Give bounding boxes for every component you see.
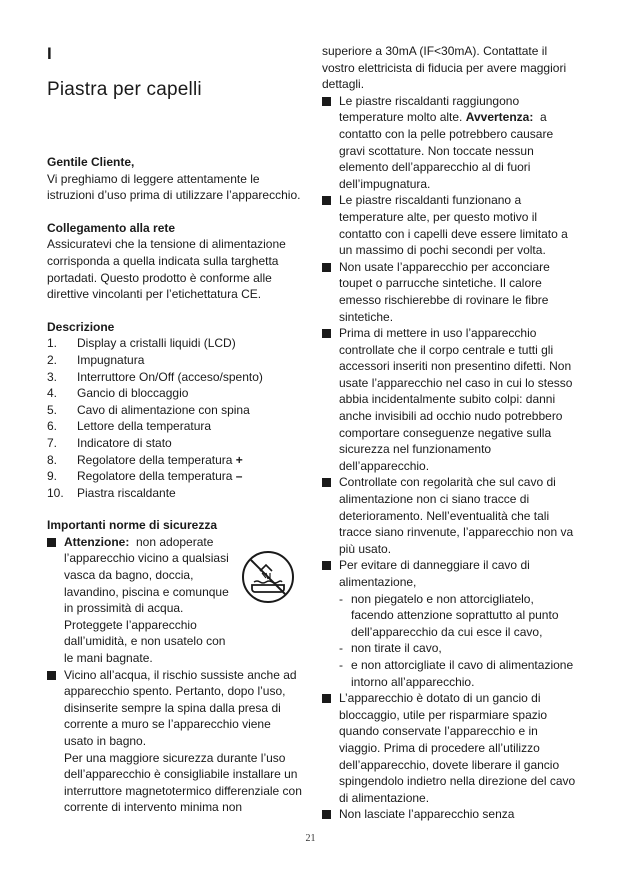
warning-label: Avvertenza: [465, 110, 534, 125]
description-item: 5. Cavo di alimentazione con spina [47, 402, 250, 417]
description-item: 10. Piastra riscaldante [47, 485, 176, 500]
no-bath-warning-icon [240, 549, 296, 605]
safety-rule: Per evitare di danneggiare il cavo di alimentazione, - non piegatelo e non attorcigliatelo, facendo attenzione soprattutto al punto dell’apparecchio da cui esce il cavo, - non tirate il cavo, - e non attorcigliate il cavo di alimentazione intorno all’apparecchio. [322, 557, 578, 690]
language-marker: I [47, 44, 52, 63]
bullet-square-icon [47, 671, 56, 680]
plus-sign: + [235, 452, 243, 467]
minus-sign: – [235, 469, 243, 484]
bullet-square-icon [322, 263, 331, 272]
rule-text: Per una maggiore sicurezza durante l’uso dell’apparecchio è consigliabile installare un interruttore magnetotermico differenziale con corrente di intervento minima non [64, 750, 302, 815]
rule-text: non adoperate l’apparecchio vicino a qualsiasi vasca da bagno, doccia, lavandino, piscina e comunque in prossimità di acqua. Proteggete l’apparecchio dall’umidità, e non usatelo con le mani bagnate. [64, 534, 229, 666]
description-item: 6. Lettore della temperatura [47, 419, 212, 434]
safety-rule: Controllate con regolarità che sul cavo di alimentazione non ci siano tracce di deterioramento. Nell’eventualità che tali tracce siano rinvenute, l’apparecchio non va più usato. [322, 474, 578, 557]
description-item: 1. Display a cristalli liquidi (LCD) [47, 336, 236, 351]
bullet-square-icon [322, 561, 331, 570]
bullet-square-icon [47, 538, 56, 547]
left-column [47, 44, 302, 816]
dash-item: - e non attorcigliate il cavo di alimentazione intorno all’apparecchio. [339, 657, 574, 689]
greeting-heading: Gentile Cliente, [47, 155, 135, 169]
bullet-square-icon [322, 329, 331, 338]
bullet-square-icon [322, 478, 331, 487]
description-item: 9. Regolatore della temperatura – [47, 469, 243, 484]
safety-rule: Le piastre riscaldanti funzionano a temperature alte, per questo motivo il contatto con i capelli deve essere limitato a un massimo di pochi secondi per volta. [322, 192, 578, 258]
cable-care-list [339, 591, 578, 691]
bullet-square-icon [322, 196, 331, 205]
connection-text: Assicuratevi che la tensione di alimentazione corrisponda a quella indicata sulla targhetta portadati. Questo prodotto è conforme alle direttive vincolanti per l’etichettatura CE. [47, 237, 286, 302]
attention-label: Attenzione: [64, 534, 130, 549]
page-title: Piastra per capelli [47, 79, 202, 100]
description-item: 2. Impugnatura [47, 352, 145, 367]
safety-rule: L’apparecchio è dotato di un gancio di bloccaggio, utile per risparmiare spazio quando conservate l’apparecchio e in viaggio. Prima di procedere all’utilizzo dell’apparecchio, dovete liberare il gancio spingendolo indietro nella direzione del cavo di alimentazione. [322, 690, 578, 806]
description-section [47, 319, 302, 502]
safety-heading: Importanti norme di sicurezza [47, 518, 218, 533]
description-item: 3. Interruttore On/Off (acceso/spento) [47, 369, 263, 384]
description-list [47, 335, 302, 501]
safety-rules-right [322, 93, 578, 823]
greeting-text: Vi preghiamo di leggere attentamente le istruzioni d’uso prima di utilizzare l’apparecchio. [47, 171, 301, 203]
description-heading: Descrizione [47, 319, 115, 334]
safety-rule: Non usate l’apparecchio per acconciare toupet o parrucche sintetiche. Il calore emesso rischierebbe di rovinare le fibre sintetiche. [322, 259, 578, 325]
bullet-square-icon [322, 694, 331, 703]
connection-heading: Collegamento alla rete [47, 220, 176, 235]
page-number: 21 [305, 833, 316, 844]
rule-text: Vicino all’acqua, il rischio sussiste anche ad apparecchio spento. Pertanto, dopo l’uso, disinserite sempre la spina dalla presa di corrente a muro se l’apparecchio viene usato in bagno. [64, 667, 297, 748]
safety-rule: Le piastre riscaldanti raggiungono temperature molto alte. Avvertenza: a contatto con la pelle potrebbero causare gravi scottature. Non toccate nessun elemento dell’apparecchio al di fuori dell’impugnatura. [322, 93, 578, 193]
bullet-square-icon [322, 810, 331, 819]
dash-item: - non tirate il cavo, [339, 641, 442, 656]
description-item: 8. Regolatore della temperatura + [47, 452, 243, 467]
safety-rule: Non lasciate l’apparecchio senza [322, 806, 578, 823]
connection-section [47, 220, 302, 303]
dash-item: - non piegatelo e non attorcigliatelo, facendo attenzione soprattutto al punto dell’apparecchio da cui esce il cavo, [339, 591, 559, 639]
description-item: 7. Indicatore di stato [47, 435, 172, 450]
safety-rule [47, 667, 302, 816]
bullet-square-icon [322, 97, 331, 106]
rule-continuation-text: superiore a 30mA (IF<30mA). Contattate il vostro elettricista di fiducia per avere maggiori dettagli. [322, 44, 567, 92]
description-item: 4. Gancio di bloccaggio [47, 386, 189, 401]
greeting-section [47, 154, 302, 204]
right-column [322, 43, 578, 823]
safety-rule: Prima di mettere in uso l’apparecchio controllate che il corpo centrale e tutti gli accessori inseriti non presentino difetti. Non usate l’apparecchio nel caso in cui lo stesso abbia incidentalmente subito colpi: danni anche invisibili ad occhio nudo potrebbero comportare conseguenze negative sulla sicurezza nel funzionamento dell’apparecchio. [322, 325, 578, 474]
